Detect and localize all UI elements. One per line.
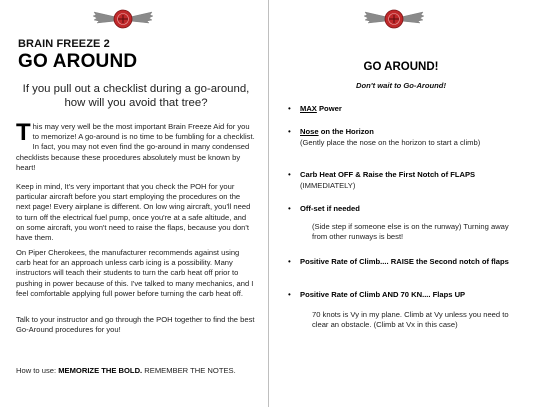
lead-question: If you pull out a checklist during a go-around, how will you avoid that tree? xyxy=(22,83,250,109)
item-rest: Power xyxy=(316,104,342,113)
checklist-item-offset xyxy=(288,204,526,214)
checklist-subtitle: Don't wait to Go-Around! xyxy=(356,81,446,90)
offset-note: (Side step if someone else is on the runway) Turning away from other runways is best! xyxy=(312,222,509,241)
item-note: (Gently place the nose on the horizon to start a climb) xyxy=(300,138,481,147)
right-page xyxy=(269,0,533,407)
how-to-bold: MEMORIZE THE BOLD. xyxy=(58,366,143,375)
item-head xyxy=(300,127,374,136)
bullet: • xyxy=(288,104,291,113)
item-head: Off-set if needed xyxy=(300,204,360,213)
intro-text: his may very well be the most important Brain Freeze Aid for you to memorize! A go-around is no time to be fumbling for a checklist. In fact, you may not even find the go-around in many condensed checklists because these procedures absolutely must be known by heart! xyxy=(16,122,255,172)
how-to-use xyxy=(16,366,236,375)
item-underlined: MAX xyxy=(300,104,317,113)
poh-paragraph: Keep in mind, It's very important that you check the POH for your particular aircraft before you start employing the procedures on the next page! Every airplane is different. On low wing aircraft, you'll need to turn off the electrical fuel pump, once you're at a safe altitude, and on some aircraft, you won't need to raise the flaps, because you don't have them. xyxy=(16,182,251,243)
winged-badge-icon xyxy=(92,8,154,30)
checklist-item-flaps-up xyxy=(288,290,526,300)
checklist-item-carb-heat xyxy=(288,170,526,191)
item-note: (IMMEDIATELY) xyxy=(300,181,356,190)
item-underlined: Nose xyxy=(300,127,319,136)
cherokee-paragraph: On Piper Cherokees, the manufacturer recommends against using carb heat for an approach unless carb icing is a possibility. Many instructors will teach their students to turn the carb heat off prior to pushing in power because of this. I've talked to many mechanics, and I feel comfortable applying full power before turning the carb heat off. xyxy=(16,248,254,298)
item-rest: on the Horizon xyxy=(318,127,374,136)
page-title: GO AROUND xyxy=(18,51,138,72)
checklist-item-second-notch xyxy=(288,257,526,267)
bullet: • xyxy=(288,204,291,213)
item-head: Positive Rate of Climb.... RAISE the Second notch of flaps xyxy=(300,257,509,266)
bullet: • xyxy=(288,257,291,266)
how-to-rest: REMEMBER THE NOTES. xyxy=(142,366,236,375)
item-head: Carb Heat OFF & Raise the First Notch of FLAPS xyxy=(300,170,476,179)
checklist-item-max-power xyxy=(288,104,526,114)
how-to-prefix: How to use: xyxy=(16,366,59,375)
instructor-paragraph: Talk to your instructor and go through the POH together to find the best Go-Around procedures for you! xyxy=(16,315,255,335)
checklist-item-nose-horizon xyxy=(288,127,526,148)
bullet: • xyxy=(288,170,291,179)
winged-badge-icon xyxy=(363,8,425,30)
flaps-up-note: 70 knots is Vy in my plane. Climb at Vy unless you need to clear an obstacle. (Climb at Vx in this case) xyxy=(312,310,509,329)
item-head: Positive Rate of Climb AND 70 KN.... Flaps UP xyxy=(300,290,466,299)
item-head xyxy=(300,104,342,113)
checklist-title: GO AROUND! xyxy=(363,61,439,73)
bullet: • xyxy=(288,290,291,299)
series-label: BRAIN FREEZE 2 xyxy=(18,38,110,50)
drop-cap: T xyxy=(16,119,31,146)
intro-paragraph xyxy=(16,119,256,173)
bullet: • xyxy=(288,127,291,136)
